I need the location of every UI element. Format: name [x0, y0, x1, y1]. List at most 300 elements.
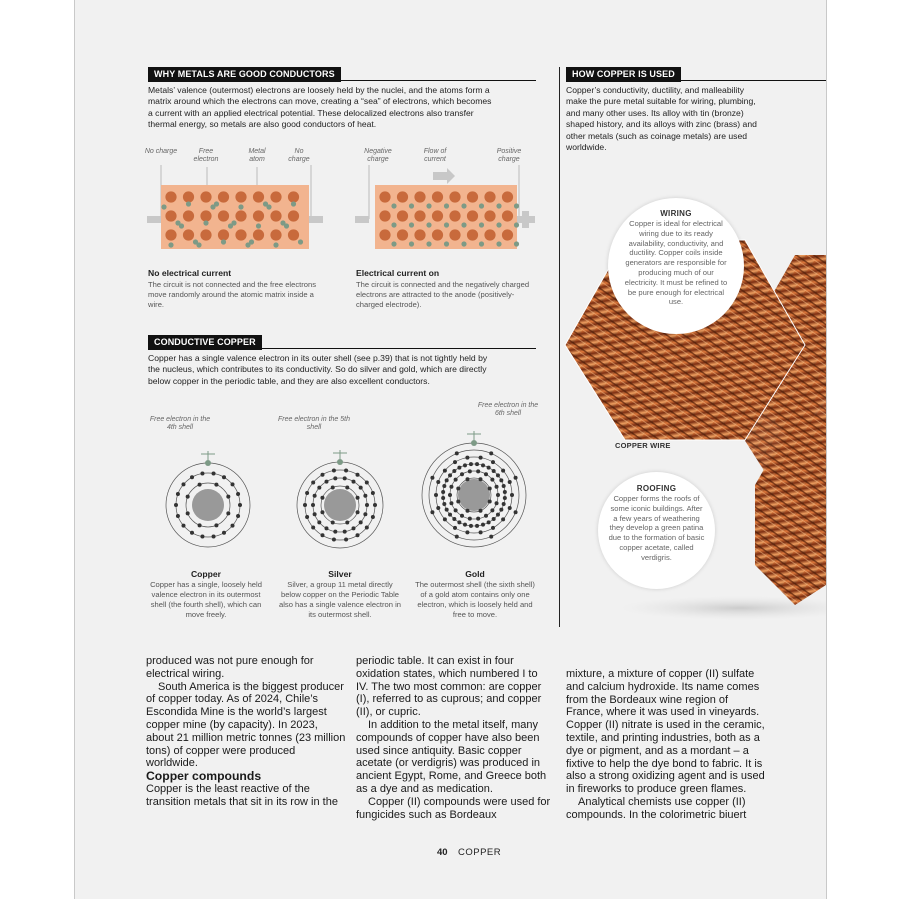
metal-atom	[253, 210, 264, 221]
electron	[503, 490, 507, 494]
electron	[475, 462, 479, 466]
running-footer-title: COPPER	[458, 847, 502, 858]
metal-atom	[235, 210, 246, 221]
electron	[465, 530, 469, 534]
metal-atom	[449, 191, 460, 202]
metal-atom	[397, 210, 408, 221]
free-electron	[409, 203, 414, 208]
wiring-title: WIRING	[660, 209, 692, 218]
metal-atom	[397, 229, 408, 240]
electron	[352, 526, 356, 530]
free-electron	[273, 242, 278, 247]
electron	[333, 530, 337, 534]
electron	[200, 535, 204, 539]
free-electron	[426, 241, 431, 246]
electron	[476, 517, 480, 521]
paragraph: Analytical chemists use copper (II) compounds. In the colorimetric biuert	[566, 795, 747, 821]
metal-atom	[414, 210, 425, 221]
label-positive-charge: Positive charge	[496, 148, 522, 163]
electron	[495, 501, 499, 505]
paragraph: mixture, a mixture of copper (II) sulfate and calcium hydroxide. Its name comes from the Bordeaux wine region of France, where it was used in vineyards. Copper (II) nitrate is used in the ceramic, textile, and printing industries, both as a dye or pigment, and as a mordant – a fixtive to help the dye bond to fabric. It is also a strong oxidizing agent and is used in fireworks to produce green flames.	[566, 668, 765, 796]
header-rule	[148, 348, 536, 349]
copper-atom-caption: Copper has a single, loosely held valence electron in its outermost shell (the fourth shell), which can move freely.	[150, 580, 262, 619]
metal-atom	[414, 229, 425, 240]
paragraph: In addition to the metal itself, many compounds of copper have also been used since antiquity. Basic copper acetate (or verdigris) was produced in ancient Egypt, Rome, and Greece both as a dye and as medication.	[356, 718, 547, 795]
metal-atom	[432, 229, 443, 240]
electron	[453, 526, 457, 530]
electron	[325, 526, 329, 530]
electron	[487, 520, 491, 524]
free-electron	[409, 222, 414, 227]
electron	[430, 510, 434, 514]
electron	[452, 517, 456, 521]
electron	[365, 525, 369, 529]
metal-atom	[288, 191, 299, 202]
electron	[305, 491, 309, 495]
electron	[365, 503, 369, 507]
free-valence-electron	[337, 459, 343, 465]
electron	[442, 484, 446, 488]
electron	[356, 496, 360, 500]
electron	[499, 478, 503, 482]
free-electron	[186, 201, 191, 206]
silver-free-electron-label: Free electron in the 5th shell	[278, 416, 350, 431]
electron	[359, 520, 363, 524]
diagram1-title: No electrical current	[148, 268, 232, 278]
electron	[490, 508, 494, 512]
electron	[492, 469, 496, 473]
electron	[441, 490, 445, 494]
electron	[510, 493, 514, 497]
metal-atom	[379, 210, 390, 221]
electron	[495, 485, 499, 489]
metal-atom	[218, 191, 229, 202]
free-electron	[496, 203, 501, 208]
metal-atom	[397, 191, 408, 202]
metal-atom	[183, 210, 194, 221]
free-electron	[391, 203, 396, 208]
electron	[448, 493, 452, 497]
electron	[490, 478, 494, 482]
nucleus	[458, 479, 490, 511]
electron	[452, 469, 456, 473]
electron	[198, 523, 202, 527]
electron	[305, 515, 309, 519]
metal-atom	[467, 191, 478, 202]
electron	[430, 476, 434, 480]
electron	[345, 521, 349, 525]
electron	[460, 472, 464, 476]
metal-atom	[200, 191, 211, 202]
electron	[514, 476, 518, 480]
free-valence-electron	[471, 440, 477, 446]
electron	[325, 480, 329, 484]
electron	[371, 491, 375, 495]
copper-free-electron-label: Free electron in the 4th shell	[149, 416, 211, 431]
electron	[236, 514, 240, 518]
subheading-copper-compounds: Copper compounds	[146, 769, 262, 784]
electron	[449, 501, 453, 505]
electron	[496, 493, 500, 497]
electron	[468, 517, 472, 521]
label-no-charge-right: No charge	[288, 148, 310, 163]
gold-atom-caption: The outermost shell (the sixth shell) of a gold atom contains only one electron, which is loosely held and free to move.	[415, 580, 535, 619]
electron	[503, 496, 507, 500]
free-electron	[426, 222, 431, 227]
electron	[222, 531, 226, 535]
free-electron	[461, 203, 466, 208]
metal-atom	[502, 229, 513, 240]
label-free-electron: Free electron	[193, 148, 219, 163]
nucleus	[324, 489, 356, 521]
metal-atom	[253, 229, 264, 240]
electron	[442, 502, 446, 506]
electron	[508, 480, 512, 484]
electron	[212, 471, 216, 475]
silver-atom-title: Silver	[328, 569, 352, 579]
body-column-2	[356, 655, 552, 821]
electron	[198, 483, 202, 487]
free-electron	[479, 241, 484, 246]
electron	[484, 472, 488, 476]
metal-atom	[467, 229, 478, 240]
electron	[456, 486, 460, 490]
metal-atom	[484, 229, 495, 240]
metal-atom	[200, 229, 211, 240]
metal-atom	[288, 229, 299, 240]
electron	[186, 511, 190, 515]
electron	[475, 524, 479, 528]
free-electron	[514, 241, 519, 246]
electron	[363, 512, 367, 516]
electron	[321, 533, 325, 537]
electron	[479, 509, 483, 513]
electron	[492, 517, 496, 521]
electron	[448, 473, 452, 477]
electron	[436, 480, 440, 484]
metal-atom	[288, 210, 299, 221]
electron	[463, 463, 467, 467]
electron	[331, 521, 335, 525]
section-header-conductive: CONDUCTIVE COPPER	[148, 335, 262, 350]
how-used-text: Copper’s conductivity, ductility, and malleability make the pure metal suitable for wiring, plumbing, and many other uses. Its alloy with tin (bronze) shaped history, and its alloys with zinc (brass) and other metals (such as coinage metals) are used worldwide.	[566, 85, 757, 153]
electron	[453, 460, 457, 464]
free-electron	[266, 204, 271, 209]
gold-free-electron-label: Free electron in the 6th shell	[477, 402, 539, 417]
free-electron	[298, 239, 303, 244]
electron	[236, 492, 240, 496]
electron	[476, 469, 480, 473]
section-header-how-used: HOW COPPER IS USED	[566, 67, 681, 82]
metal-atom	[449, 210, 460, 221]
metal-atom	[449, 229, 460, 240]
free-electron	[161, 204, 166, 209]
electron	[226, 511, 230, 515]
electron	[488, 486, 492, 490]
atom-shell-diagrams	[148, 410, 538, 575]
metal-atom	[432, 191, 443, 202]
roofing-callout	[598, 472, 715, 589]
electron	[373, 503, 377, 507]
free-electron	[291, 201, 296, 206]
electron	[488, 500, 492, 504]
electron	[320, 496, 324, 500]
electron	[479, 456, 483, 460]
electron	[502, 484, 506, 488]
paragraph: South America is the biggest producer of copper today. As of 2024, Chile’s Escondida Mine is the world’s largest copper mine (by capacity). In 2023, about 21 million metric tonnes (23 million tons) of copper were produced worldwide.	[146, 680, 346, 770]
electron	[457, 466, 461, 470]
electron	[443, 517, 447, 521]
electron	[496, 473, 500, 477]
electron	[190, 475, 194, 479]
metal-atom	[253, 191, 264, 202]
free-electron	[444, 222, 449, 227]
electron	[489, 535, 493, 539]
metal-atom	[414, 191, 425, 202]
electron	[186, 495, 190, 499]
electron	[460, 514, 464, 518]
electron	[332, 537, 336, 541]
body-column-3	[566, 668, 766, 822]
metal-atom	[502, 210, 513, 221]
electron	[468, 469, 472, 473]
header-rule	[148, 80, 536, 81]
electron	[174, 503, 178, 507]
electron	[345, 485, 349, 489]
electron	[514, 510, 518, 514]
electron	[449, 485, 453, 489]
free-electron	[479, 203, 484, 208]
metal-atom	[270, 191, 281, 202]
electron	[465, 477, 469, 481]
nucleus	[192, 489, 224, 521]
electron	[343, 530, 347, 534]
book-page	[74, 0, 827, 899]
electron	[436, 506, 440, 510]
electron	[356, 533, 360, 537]
electron	[491, 526, 495, 530]
electron	[502, 502, 506, 506]
metal-atom	[379, 229, 390, 240]
page-number: 40	[437, 847, 448, 858]
electron	[371, 515, 375, 519]
free-electron	[444, 203, 449, 208]
electron	[332, 469, 336, 473]
electron	[363, 494, 367, 498]
free-electron	[444, 241, 449, 246]
paragraph: Copper is the least reactive of the transition metals that sit in its row in the	[146, 783, 338, 808]
electron	[454, 508, 458, 512]
free-electron	[409, 241, 414, 246]
electron	[365, 481, 369, 485]
free-electron	[249, 239, 254, 244]
electron	[465, 456, 469, 460]
free-electron	[426, 203, 431, 208]
electron	[457, 520, 461, 524]
electron	[212, 535, 216, 539]
electron	[434, 493, 438, 497]
silver-atom-caption: Silver, a group 11 metal directly below copper on the Periodic Table also has a single valence electron in its outermost shell.	[279, 580, 401, 619]
electron	[501, 517, 505, 521]
metal-atom	[502, 191, 513, 202]
electron	[443, 469, 447, 473]
electron	[238, 503, 242, 507]
electron	[445, 478, 449, 482]
free-valence-electron	[205, 460, 211, 466]
electron	[441, 496, 445, 500]
metal-atom	[379, 191, 390, 202]
electron	[176, 492, 180, 496]
metal-atom	[165, 210, 176, 221]
electron	[469, 524, 473, 528]
electron	[463, 523, 467, 527]
electron	[356, 473, 360, 477]
electron	[481, 523, 485, 527]
electron	[445, 508, 449, 512]
electron	[501, 469, 505, 473]
electron	[489, 451, 493, 455]
electron	[356, 510, 360, 514]
electron	[487, 466, 491, 470]
electron	[321, 473, 325, 477]
electron	[200, 471, 204, 475]
electron	[508, 506, 512, 510]
free-electron	[461, 222, 466, 227]
metal-atom	[218, 229, 229, 240]
electron	[214, 523, 218, 527]
metal-atom	[165, 229, 176, 240]
electron	[311, 525, 315, 529]
electron	[317, 520, 321, 524]
free-electron	[231, 220, 236, 225]
electron	[455, 451, 459, 455]
body-column-1	[146, 655, 346, 809]
free-electron	[496, 222, 501, 227]
electron	[320, 510, 324, 514]
metal-atom	[165, 191, 176, 202]
label-no-charge-left: No charge	[144, 148, 178, 155]
wiring-callout	[608, 198, 744, 334]
metal-atom	[484, 210, 495, 221]
roofing-title: ROOFING	[636, 484, 677, 493]
electron	[343, 476, 347, 480]
electron	[481, 463, 485, 467]
free-electron	[479, 222, 484, 227]
paragraph: periodic table. It can exist in four oxidation states, which numbered I to IV. The two most common: are copper (I), referred to as cuprous; and copper (II), or cupric.	[356, 655, 542, 719]
electron	[465, 509, 469, 513]
electron	[231, 482, 235, 486]
electron	[454, 478, 458, 482]
wiring-text: Copper is ideal for electrical wiring due to its ready availability, conductivity, and ductility. Copper coils inside generators are responsible for producing much of our electricity. It must be refined to be pure enough for electrical use.	[624, 219, 728, 307]
label-negative-charge: Negative charge	[364, 148, 392, 163]
header-rule	[566, 80, 826, 81]
label-metal-atom: Metal atom	[248, 148, 266, 163]
electron	[226, 495, 230, 499]
electron	[455, 535, 459, 539]
electron	[303, 503, 307, 507]
metal-atom	[484, 191, 495, 202]
free-electron	[238, 204, 243, 209]
free-electron	[179, 223, 184, 228]
metal-atom	[270, 210, 281, 221]
metal-atom	[235, 191, 246, 202]
electron	[479, 530, 483, 534]
free-electron	[391, 241, 396, 246]
metal-atom	[432, 210, 443, 221]
free-electron	[256, 223, 261, 228]
label-flow-of-current: Flow of current	[423, 148, 447, 163]
conductive-text: Copper has a single valence electron in its outer shell (see p.39) that is not tightly held by the nucleus, which contributes to its conductivity. So do silver and gold, which are directly below copper in the periodic table, and they are also excellent conductors.	[148, 353, 488, 386]
electron	[344, 469, 348, 473]
electron	[456, 500, 460, 504]
copper-atom-title: Copper	[190, 569, 222, 579]
electron	[344, 537, 348, 541]
paragraph: produced was not pure enough for electrical wiring.	[146, 655, 314, 680]
paragraph: Copper (II) compounds were used for fungicides such as Bordeaux	[356, 795, 551, 821]
electron	[181, 524, 185, 528]
free-electron	[391, 222, 396, 227]
electron	[313, 494, 317, 498]
electron	[214, 483, 218, 487]
electron	[311, 503, 315, 507]
electron	[311, 481, 315, 485]
electron	[479, 477, 483, 481]
gold-atom-title: Gold	[465, 569, 485, 579]
free-electron	[196, 242, 201, 247]
electron	[317, 486, 321, 490]
free-electron	[221, 239, 226, 244]
electron	[181, 482, 185, 486]
electron	[176, 514, 180, 518]
diagram1-caption: The circuit is not connected and the free electrons move randomly around the atomic matrix inside a wire.	[148, 280, 317, 309]
free-electron	[461, 241, 466, 246]
electron	[331, 485, 335, 489]
electron	[333, 476, 337, 480]
metal-atom	[467, 210, 478, 221]
electron	[448, 513, 452, 517]
section-header-metals: WHY METALS ARE GOOD CONDUCTORS	[148, 67, 341, 82]
electron	[313, 512, 317, 516]
metal-atom	[218, 210, 229, 221]
electron	[484, 514, 488, 518]
electron	[190, 531, 194, 535]
free-electron	[514, 203, 519, 208]
copper-wire-label: COPPER WIRE	[615, 441, 671, 450]
electron	[499, 508, 503, 512]
metal-atom	[183, 191, 194, 202]
free-electron	[514, 222, 519, 227]
roofing-text: Copper forms the roofs of some iconic buildings. After a few years of weathering they develop a green patina due to the formation of basic copper acetate, called verdigris.	[608, 494, 705, 562]
diagram2-caption: The circuit is connected and the negatively charged electrons are attracted to the anode (positively-charged electrode).	[356, 280, 530, 309]
electron	[222, 475, 226, 479]
electron	[231, 524, 235, 528]
metal-atom	[183, 229, 194, 240]
free-electron	[284, 223, 289, 228]
metal-atom	[200, 210, 211, 221]
metal-atom	[235, 229, 246, 240]
electron	[469, 462, 473, 466]
free-electron	[496, 241, 501, 246]
electron	[491, 460, 495, 464]
electron	[352, 480, 356, 484]
free-electron	[203, 220, 208, 225]
electron	[359, 486, 363, 490]
diagram2-title: Electrical current on	[356, 268, 440, 278]
free-electron	[214, 201, 219, 206]
metals-text: Metals’ valence (outermost) electrons are loosely held by the nuclei, and the atoms form a matrix around which the electrons can move, creating a “sea” of electrons, which becomes a current with an applied electrical potential. These delocalized electrons also transfer thermal energy, so metals are also good conductors of heat.	[148, 85, 492, 130]
free-electron	[168, 242, 173, 247]
metal-atom	[270, 229, 281, 240]
